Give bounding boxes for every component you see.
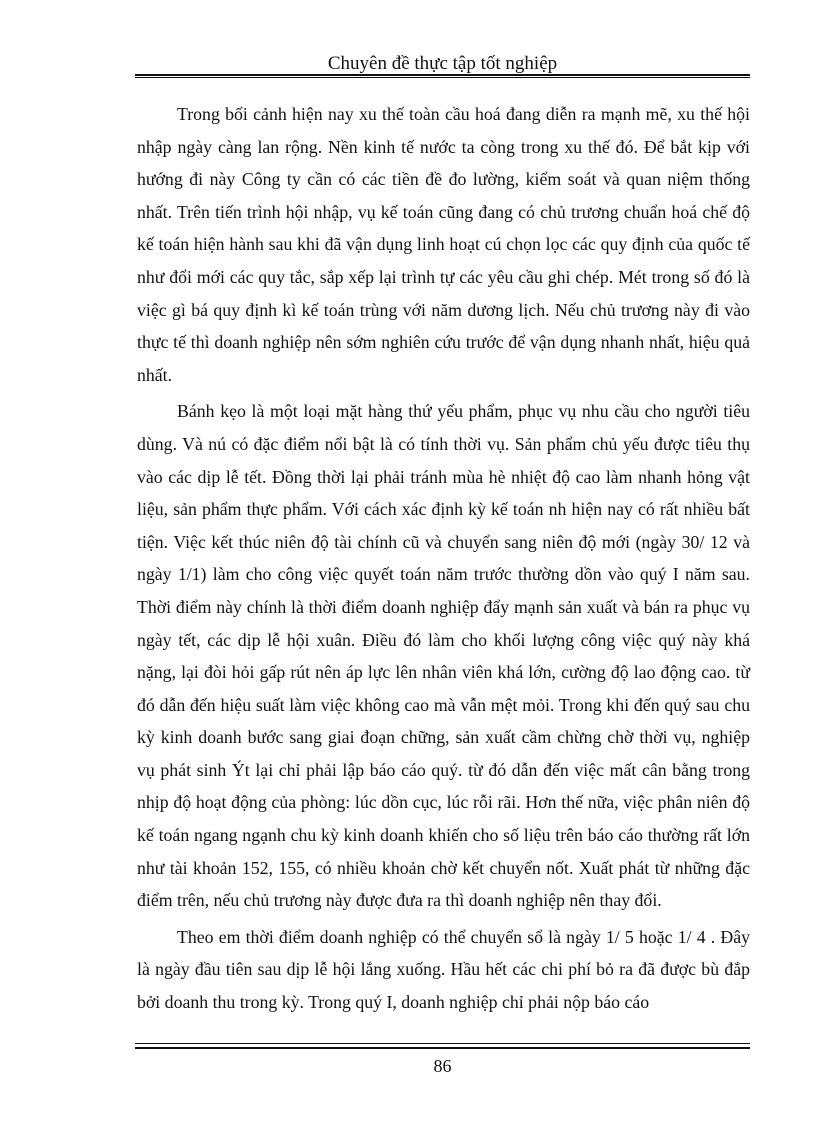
header-rule: [135, 74, 750, 78]
paragraph-2: Bánh kẹo là một loại mặt hàng thứ yếu phẩm, phục vụ nhu cầu cho người tiêu dùng. Và nú có đặc điểm nổi bật là có tính thời vụ. Sản phẩm chủ yếu được tiêu thụ vào các dịp lễ tết. Đồng thời lại phải tránh mùa hè nhiệt độ cao làm nhanh hỏng vật liệu, sản phẩm thực phẩm. Với cách xác định kỳ kế toán nh hiện nay có rất nhiều bất tiện. Việc kết thúc niên độ tài chính cũ và chuyển sang niên độ mới (ngày 30/ 12 và ngày 1/1) làm cho công việc quyết toán năm trước thường dồn vào quý I năm sau. Thời điểm này chính là thời điểm doanh nghiệp đẩy mạnh sản xuất và bán ra phục vụ ngày tết, các dịp lễ hội xuân. Điều đó làm cho khối lượng công việc quý này khá nặng, lại đòi hỏi gấp rút nên áp lực lên nhân viên khá lớn, cường độ lao động cao. từ đó dẫn đến hiệu suất làm việc không cao mà vẫn mệt mỏi. Trong khi đến quý sau chu kỳ kinh doanh bước sang giai đoạn chững, sản xuất cầm chừng chờ thời vụ, nghiệp vụ phát sinh Ýt lại chỉ phải lập báo cáo quý. từ đó dẫn đến việc mất cân bằng trong nhịp độ hoạt động của phòng: lúc dồn cục, lúc rỗi rãi. Hơn thế nữa, việc phân niên độ kế toán ngang ngạnh chu kỳ kinh doanh khiến cho số liệu trên báo cáo thường rất lớn như tài khoản 152, 155, có nhiều khoản chờ kết chuyển nốt. Xuất phát từ những đặc điểm trên, nếu chủ trương này được đưa ra thì doanh nghiệp nên thay đổi.: [137, 401, 750, 911]
running-header-title: Chuyên đề thực tập tốt nghiệp: [327, 53, 558, 74]
paragraph-3: Theo em thời điểm doanh nghiệp có thể chuyển sổ là ngày 1/ 5 hoặc 1/ 4 . Đây là ngày đầu tiên sau dịp lễ hội lắng xuống. Hầu hết các chi phí bỏ ra đã được bù đắp bởi doanh thu trong kỳ. Trong quý I, doanh nghiệp chỉ phải nộp báo cáo: [137, 926, 750, 1013]
paragraph-1: Trong bối cảnh hiện nay xu thế toàn cầu hoá đang diễn ra mạnh mẽ, xu thế hội nhập ngày càng lan rộng. Nền kinh tế nước ta còng trong xu thế đó. Để bắt kịp với hướng đi này Công ty cần có các tiền đề đo lường, kiểm soát và quan niệm thống nhất. Trên tiến trình hội nhập, vụ kế toán cũng đang có chủ trương chuẩn hoá chế độ kế toán hiện hành sau khi đã vận dụng linh hoạt cú chọn lọc các quy định của quốc tế như đổi mới các quy tắc, sắp xếp lại trình tự các yêu cầu ghi chép. Mét trong số đó là việc gì bá quy định kì kế toán trùng với năm dương lịch. Nếu chủ trương này đi vào thực tế thì doanh nghiệp nên sớm nghiên cứu trước để vận dụng nhanh nhất, hiệu quả nhất.: [137, 104, 750, 385]
page-number: 86: [433, 1056, 452, 1076]
body-text: [137, 98, 750, 1023]
footer-rule: [135, 1043, 750, 1049]
